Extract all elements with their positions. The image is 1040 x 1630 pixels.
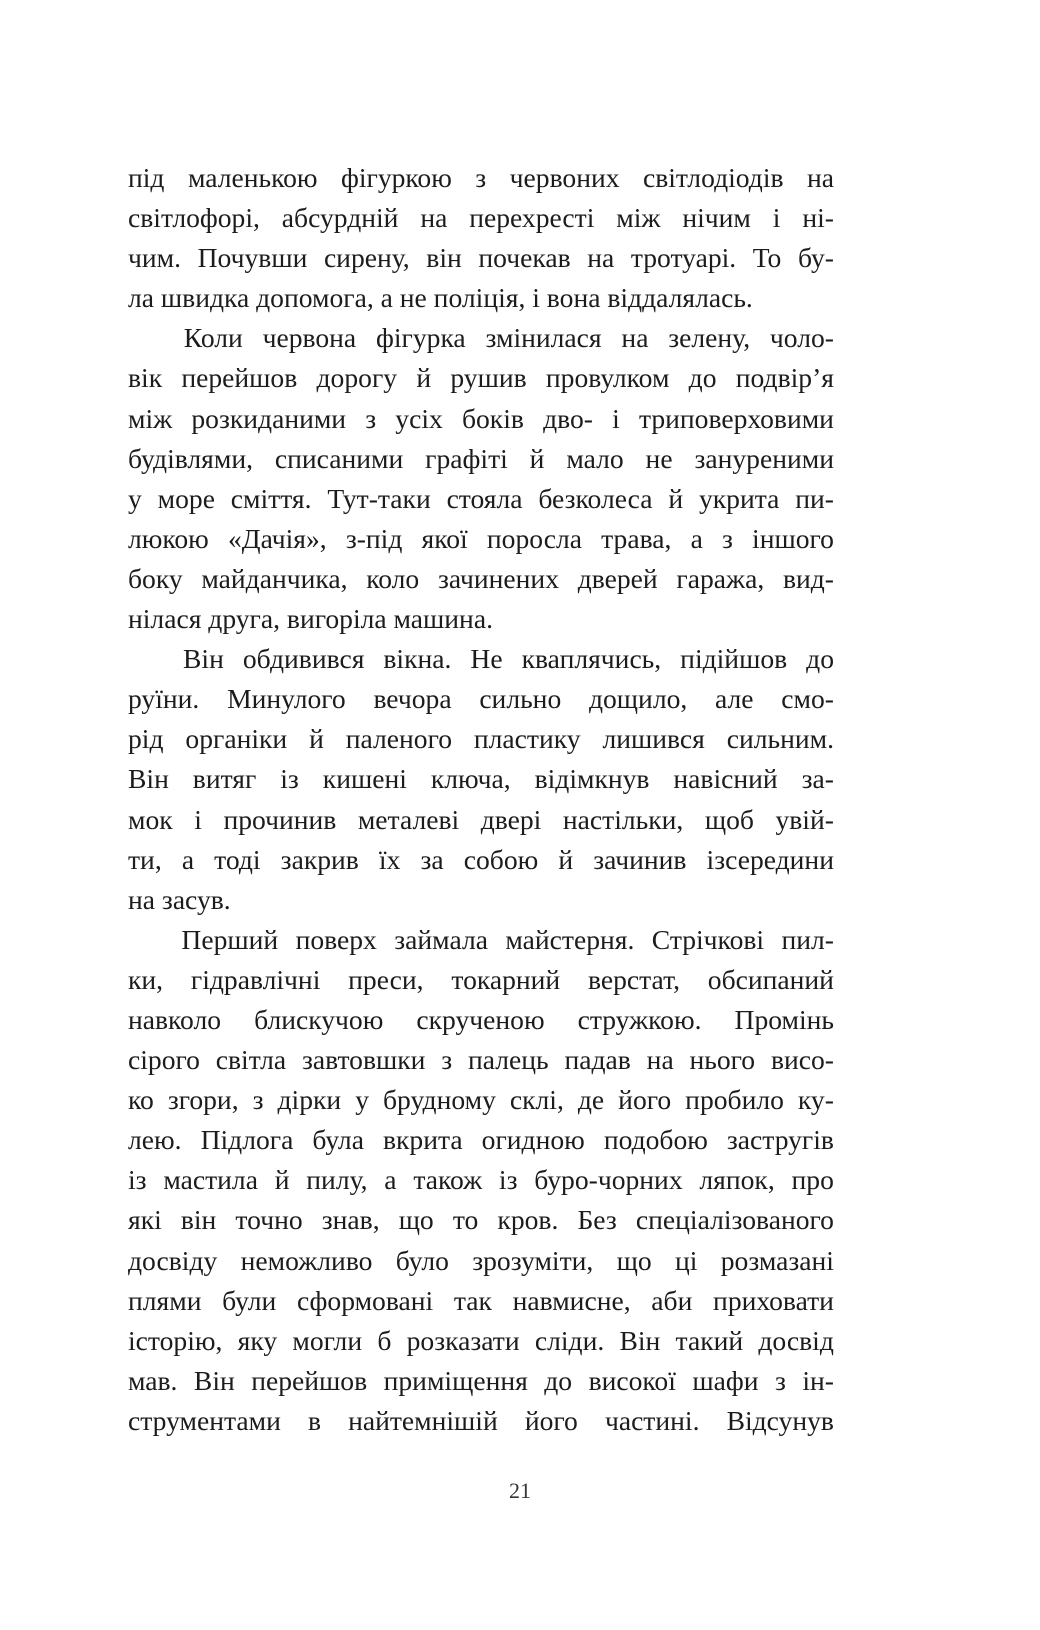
text-word: маленькою	[187, 162, 318, 193]
text-line	[128, 318, 834, 358]
text-word: перейшов	[181, 362, 298, 394]
text-word: сильним.	[726, 723, 834, 755]
text-line	[128, 198, 834, 238]
text-word: навколо	[128, 1003, 222, 1035]
text-word: обсипаний	[707, 963, 834, 995]
text-word: червона	[262, 322, 357, 354]
text-word: згори,	[167, 1084, 239, 1116]
text-word: тоді	[214, 843, 261, 875]
text-word: з-під	[345, 522, 403, 554]
text-word: розказати	[406, 1324, 520, 1356]
text-word: він	[426, 242, 462, 274]
text-word: настільки,	[562, 803, 684, 835]
text-word: то	[452, 1204, 479, 1236]
text-word: за	[420, 843, 444, 875]
text-word: огидною	[481, 1124, 585, 1156]
text-word: зачинив	[593, 843, 687, 875]
text-word: ні-	[802, 202, 834, 234]
text-word: графіті	[425, 442, 508, 474]
text-line	[128, 679, 834, 719]
text-word: почекав	[478, 242, 571, 274]
text-word: у	[355, 1084, 369, 1116]
text-line	[128, 1321, 834, 1361]
text-word: до	[806, 643, 834, 675]
text-word: з	[774, 1364, 786, 1396]
text-word: пластику	[473, 723, 581, 755]
text-word: на	[646, 1044, 674, 1076]
text-word: з	[252, 1084, 264, 1116]
text-line	[128, 1361, 834, 1401]
text-word: й	[558, 843, 574, 875]
text-word: неможливо	[240, 1244, 373, 1276]
text-word: усіх	[395, 402, 443, 434]
text-word: ти,	[128, 843, 162, 875]
text-word: мастила	[163, 1164, 258, 1196]
text-word: з	[365, 402, 377, 434]
text-word: плями	[128, 1284, 202, 1316]
text-line	[128, 399, 834, 439]
text-word: між	[616, 202, 661, 234]
text-word: шафи	[692, 1364, 759, 1396]
text-word: ключа,	[430, 763, 511, 795]
text-word: Підлога	[200, 1124, 294, 1156]
text-word: стояла	[446, 482, 523, 514]
text-word: ко	[128, 1084, 154, 1116]
text-word: блискучою	[254, 1003, 384, 1035]
text-word: приховати	[713, 1284, 834, 1316]
text-word: струментами	[128, 1404, 281, 1436]
text-word: нічим	[682, 202, 751, 234]
text-word: зачинених	[437, 562, 559, 594]
text-word: а	[181, 843, 195, 875]
text-word: Стрічкові	[651, 923, 765, 955]
text-word: його	[618, 1084, 672, 1116]
text-word: органіки	[185, 723, 288, 755]
text-word: сирену,	[323, 242, 410, 274]
text-word: щоб	[704, 803, 754, 835]
text-word: знав,	[321, 1204, 380, 1236]
text-word: подобою	[603, 1124, 708, 1156]
text-word: сірого	[128, 1044, 200, 1076]
text-word: під	[128, 162, 165, 193]
text-word: було	[395, 1244, 449, 1276]
text-word: закрив	[280, 843, 359, 875]
text-word: кваплячись,	[521, 643, 662, 675]
text-word: гаража,	[676, 562, 765, 594]
text-word: також	[413, 1164, 483, 1196]
text-word: з	[441, 1044, 453, 1076]
text-word: Почувши	[197, 242, 308, 274]
text-word: червоних	[509, 162, 620, 193]
text-word: прочинив	[223, 803, 337, 835]
text-word: точно	[235, 1204, 303, 1236]
text-word: розмазані	[720, 1244, 834, 1276]
text-line	[128, 1080, 834, 1120]
text-word: була	[312, 1124, 364, 1156]
text-word: Промінь	[734, 1003, 834, 1035]
text-word: із	[128, 1164, 147, 1196]
text-word: Перший	[181, 923, 279, 955]
text-word: собою	[463, 843, 539, 875]
text-word: де	[577, 1084, 605, 1116]
text-word: висо-	[770, 1044, 834, 1076]
text-line	[128, 1160, 834, 1200]
text-word: лею.	[128, 1124, 182, 1156]
text-word: на	[587, 242, 615, 274]
text-word: металеві	[357, 803, 460, 835]
text-word: триповерховими	[638, 402, 834, 434]
text-word: майстерня.	[505, 923, 635, 955]
text-word: перейшов	[251, 1364, 368, 1396]
text-word: завтовшки	[301, 1044, 426, 1076]
text-word: з	[475, 162, 487, 193]
text-word: падав	[564, 1044, 631, 1076]
text-word: мало	[566, 442, 624, 474]
text-word: змінилася	[485, 322, 602, 354]
text-word: «Дачія»,	[227, 522, 327, 554]
text-word: вікна.	[383, 643, 452, 675]
text-word: склі,	[509, 1084, 564, 1116]
text-word: до	[544, 1364, 573, 1396]
text-word: підійшов	[680, 643, 788, 675]
text-word: на	[806, 162, 834, 193]
text-word: до	[688, 362, 717, 394]
text-word: чим.	[128, 242, 182, 274]
text-word: застругів	[726, 1124, 834, 1156]
text-word: фігуркою	[340, 162, 452, 193]
text-line	[128, 960, 834, 1000]
text-line	[128, 559, 834, 599]
text-word: трава,	[601, 522, 672, 554]
text-line	[128, 719, 834, 759]
text-word: списаними	[274, 442, 404, 474]
text-word: кишені	[322, 763, 407, 795]
text-word: Він	[193, 1364, 235, 1396]
text-word: абсурдній	[281, 202, 399, 234]
text-line	[128, 759, 834, 799]
text-word: кров.	[497, 1204, 559, 1236]
text-word: й	[416, 362, 432, 394]
text-word: токарний	[451, 963, 561, 995]
text-word: пробило	[685, 1084, 784, 1116]
text-word: коло	[366, 562, 420, 594]
text-word: про	[791, 1164, 834, 1196]
text-word: приміщення	[383, 1364, 528, 1396]
text-word: буро-чорних	[534, 1164, 683, 1196]
text-word: досвід	[758, 1324, 834, 1356]
text-word: дверей	[577, 562, 658, 594]
text-word: й	[668, 482, 684, 514]
text-word: б	[377, 1324, 392, 1356]
text-word: могли	[292, 1324, 363, 1356]
text-word: яку	[237, 1324, 278, 1356]
text-word: навісний	[673, 763, 778, 795]
text-word: витяг	[192, 763, 257, 795]
text-line: нілася друга, вигоріла машина.	[128, 603, 493, 635]
text-word: Минулого	[227, 683, 346, 715]
text-word: він	[180, 1204, 217, 1236]
text-word: рушив	[450, 362, 527, 394]
text-line: на засув.	[128, 883, 231, 915]
text-word: світла	[215, 1044, 287, 1076]
text-word: Не	[470, 643, 503, 675]
text-line	[128, 158, 834, 198]
text-word: То	[752, 242, 782, 274]
text-line	[128, 479, 834, 519]
text-word: боку	[128, 562, 183, 594]
text-word: іншого	[752, 522, 834, 554]
text-word: подвір’я	[735, 362, 834, 394]
text-word: а	[384, 1164, 397, 1196]
text-word: ізсередини	[706, 843, 834, 875]
text-word: із	[498, 1164, 518, 1196]
text-word: преси,	[348, 963, 424, 995]
text-word: обдивився	[242, 643, 365, 675]
text-line	[128, 358, 834, 398]
text-word: палець	[468, 1044, 549, 1076]
text-word: боків	[461, 402, 524, 434]
text-line	[128, 439, 834, 479]
text-word: дорогу	[316, 362, 398, 394]
text-word: які	[128, 1204, 162, 1236]
text-word: на	[420, 202, 448, 234]
text-word: зануреними	[694, 442, 834, 474]
text-word: тротуарі.	[630, 242, 737, 274]
text-word: сформовані	[296, 1284, 434, 1316]
text-word: із	[280, 763, 299, 795]
text-word: Він	[128, 763, 169, 795]
text-word: Він	[619, 1324, 661, 1356]
text-word: пилу,	[306, 1164, 368, 1196]
text-word: що	[616, 1244, 652, 1276]
text-word: на	[621, 322, 649, 354]
body-text-column	[128, 158, 834, 1441]
text-word: і	[194, 803, 202, 835]
text-word: Коли	[183, 322, 243, 354]
text-word: майданчика,	[201, 562, 348, 594]
text-word: займала	[394, 923, 488, 955]
text-line	[128, 920, 834, 960]
text-line	[128, 1241, 834, 1281]
text-line	[128, 1120, 834, 1160]
text-word: бу-	[797, 242, 834, 274]
text-word: дощило,	[588, 683, 688, 715]
text-word: паленого	[345, 723, 452, 755]
text-line	[128, 1281, 834, 1321]
text-word: вид-	[782, 562, 834, 594]
text-word: були	[222, 1284, 277, 1316]
text-word: спеціалізованого	[635, 1204, 834, 1236]
text-word: нього	[689, 1044, 756, 1076]
text-word: сміття.	[230, 482, 312, 514]
text-word: увій-	[775, 803, 834, 835]
text-word: стружкою.	[577, 1003, 702, 1035]
text-word: за-	[801, 763, 834, 795]
text-word: дво-	[543, 402, 593, 434]
text-word: досвіду	[128, 1244, 218, 1276]
text-line	[128, 800, 834, 840]
text-word: в	[307, 1404, 321, 1436]
text-word: мав.	[128, 1364, 178, 1396]
text-word: перехресті	[469, 202, 595, 234]
text-word: скрученою	[416, 1003, 545, 1035]
text-word: пи-	[795, 482, 834, 514]
text-word: між	[128, 402, 173, 434]
text-word: чоло-	[769, 322, 834, 354]
page-number: 21	[509, 1478, 531, 1503]
text-line	[128, 1000, 834, 1040]
text-word: його	[524, 1404, 578, 1436]
text-word: й	[309, 723, 324, 755]
text-word: але	[715, 683, 754, 715]
text-word: у	[128, 482, 142, 514]
text-word: безколеса	[538, 482, 653, 514]
text-word: море	[157, 482, 215, 514]
text-line: ла швидка допомога, а не поліція, і вона віддалялась.	[128, 282, 753, 314]
text-word: розкиданими	[191, 402, 347, 434]
text-word: ки,	[128, 963, 164, 995]
text-word: аби	[651, 1284, 693, 1316]
text-word: мок	[128, 803, 173, 835]
text-word: високої	[588, 1364, 676, 1396]
text-word: Відсунув	[726, 1404, 834, 1436]
text-word: якої	[421, 522, 468, 554]
text-word: будівлями,	[128, 442, 254, 474]
text-line	[128, 1200, 834, 1240]
text-word: поверх	[295, 923, 377, 955]
text-line	[128, 639, 834, 679]
text-word: з	[721, 522, 733, 554]
text-word: ін-	[802, 1364, 834, 1396]
text-word: верстат,	[588, 963, 680, 995]
text-word: Тут-таки	[327, 482, 431, 514]
text-word: не	[645, 442, 673, 474]
text-word: світлодіодів	[642, 162, 784, 193]
text-word: найтемнішій	[348, 1404, 498, 1436]
text-word: історію,	[128, 1324, 223, 1356]
text-word: їх	[378, 843, 401, 875]
text-word: частині.	[604, 1404, 700, 1436]
text-word: люкою	[128, 522, 209, 554]
text-line	[128, 840, 834, 880]
text-word: вік	[128, 362, 163, 394]
text-word: поросла	[486, 522, 582, 554]
text-word: дірки	[277, 1084, 342, 1116]
text-word: зелену,	[668, 322, 751, 354]
text-word: смо-	[781, 683, 834, 715]
text-word: світлофорі,	[128, 202, 260, 234]
text-line	[128, 1401, 834, 1441]
text-word: укрита	[698, 482, 780, 514]
text-word: а	[690, 522, 703, 554]
text-word: рід	[128, 723, 164, 755]
text-word: гідравлічні	[190, 963, 321, 995]
text-word: пил-	[781, 923, 834, 955]
text-word: навмисне,	[512, 1284, 631, 1316]
text-word: і	[612, 402, 620, 434]
text-word: вечора	[373, 683, 452, 715]
text-word: сліди.	[534, 1324, 605, 1356]
text-line	[128, 238, 834, 278]
text-word: лишився	[602, 723, 705, 755]
text-word: так	[453, 1284, 492, 1316]
text-word: вкрита	[382, 1124, 463, 1156]
text-word: такий	[675, 1324, 744, 1356]
text-word: ці	[675, 1244, 698, 1276]
text-word: зрозуміти,	[472, 1244, 594, 1276]
text-word: провулком	[545, 362, 670, 394]
text-word: що	[398, 1204, 434, 1236]
text-word: фігурка	[375, 322, 466, 354]
text-word: Він	[183, 643, 224, 675]
text-line	[128, 1040, 834, 1080]
text-line	[128, 519, 834, 559]
text-word: сильно	[479, 683, 562, 715]
text-word: брудному	[383, 1084, 496, 1116]
text-word: Без	[577, 1204, 617, 1236]
text-word: й	[529, 442, 545, 474]
text-word: руїни.	[128, 683, 200, 715]
text-word: ку-	[797, 1084, 834, 1116]
text-word: відімкнув	[534, 763, 650, 795]
text-word: двері	[480, 803, 542, 835]
text-word: й	[274, 1164, 290, 1196]
text-word: ляпок,	[699, 1164, 775, 1196]
text-word: і	[772, 202, 781, 234]
